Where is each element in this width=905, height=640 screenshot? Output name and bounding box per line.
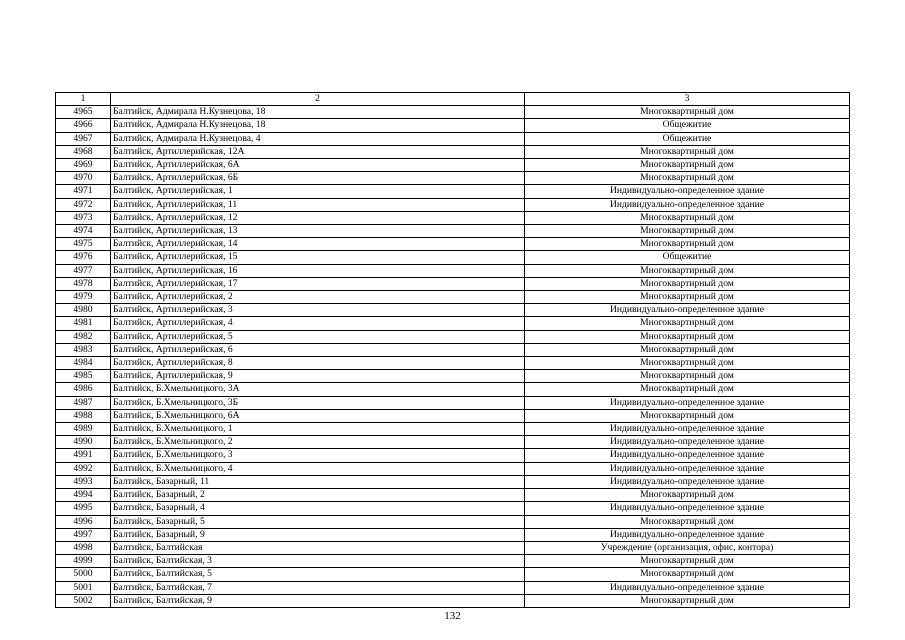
row-number: 4991 bbox=[56, 449, 111, 462]
table-row bbox=[56, 396, 850, 409]
building-type-cell: Многоквартирный дом bbox=[525, 594, 850, 607]
table-row bbox=[56, 317, 850, 330]
address-cell: Балтийск, Адмирала Н.Кузнецова, 18 bbox=[111, 119, 525, 132]
building-type-cell: Общежитие bbox=[525, 132, 850, 145]
row-number: 4990 bbox=[56, 436, 111, 449]
address-cell: Балтийск, Адмирала Н.Кузнецова, 4 bbox=[111, 132, 525, 145]
row-number: 4985 bbox=[56, 370, 111, 383]
row-number: 4973 bbox=[56, 211, 111, 224]
column-header-1: 1 bbox=[56, 93, 111, 106]
row-number: 4974 bbox=[56, 225, 111, 238]
address-cell: Балтийск, Б.Хмельницкого, 3А bbox=[111, 383, 525, 396]
row-number: 4998 bbox=[56, 541, 111, 554]
row-number: 4993 bbox=[56, 475, 111, 488]
address-cell: Балтийск, Артиллерийская, 6А bbox=[111, 159, 525, 172]
building-type-cell: Многоквартирный дом bbox=[525, 277, 850, 290]
row-number: 4971 bbox=[56, 185, 111, 198]
table-row bbox=[56, 383, 850, 396]
page-number: 132 bbox=[444, 610, 461, 622]
table-row bbox=[56, 238, 850, 251]
table-row bbox=[56, 568, 850, 581]
address-cell: Балтийск, Артиллерийская, 5 bbox=[111, 330, 525, 343]
address-cell: Балтийск, Б.Хмельницкого, 1 bbox=[111, 423, 525, 436]
row-number: 5002 bbox=[56, 594, 111, 607]
row-number: 4999 bbox=[56, 555, 111, 568]
building-type-cell: Общежитие bbox=[525, 251, 850, 264]
address-cell: Балтийск, Б.Хмельницкого, 3Б bbox=[111, 396, 525, 409]
table-row bbox=[56, 132, 850, 145]
address-cell: Балтийск, Балтийская bbox=[111, 541, 525, 554]
address-cell: Балтийск, Б.Хмельницкого, 3 bbox=[111, 449, 525, 462]
row-number: 4986 bbox=[56, 383, 111, 396]
address-cell: Балтийск, Артиллерийская, 12 bbox=[111, 211, 525, 224]
building-type-cell: Многоквартирный дом bbox=[525, 383, 850, 396]
table-row bbox=[56, 264, 850, 277]
building-type-cell: Учреждение (организация, офис, контора) bbox=[525, 541, 850, 554]
row-number: 4968 bbox=[56, 145, 111, 158]
row-number: 4987 bbox=[56, 396, 111, 409]
building-type-cell: Многоквартирный дом bbox=[525, 343, 850, 356]
building-type-cell: Индивидуально-определенное здание bbox=[525, 423, 850, 436]
row-number: 4983 bbox=[56, 343, 111, 356]
row-number: 4996 bbox=[56, 515, 111, 528]
address-cell: Балтийск, Балтийская, 7 bbox=[111, 581, 525, 594]
row-number: 4995 bbox=[56, 502, 111, 515]
table-header-row bbox=[56, 93, 850, 106]
address-cell: Балтийск, Б.Хмельницкого, 6А bbox=[111, 409, 525, 422]
table-row bbox=[56, 198, 850, 211]
row-number: 4980 bbox=[56, 304, 111, 317]
address-cell: Балтийск, Артиллерийская, 12А bbox=[111, 145, 525, 158]
row-number: 4977 bbox=[56, 264, 111, 277]
building-type-cell: Индивидуально-определенное здание bbox=[525, 581, 850, 594]
table-row bbox=[56, 119, 850, 132]
table-row bbox=[56, 423, 850, 436]
building-type-cell: Индивидуально-определенное здание bbox=[525, 462, 850, 475]
building-type-cell: Индивидуально-определенное здание bbox=[525, 396, 850, 409]
table-row bbox=[56, 541, 850, 554]
row-number: 5000 bbox=[56, 568, 111, 581]
table-row bbox=[56, 489, 850, 502]
building-type-cell: Индивидуально-определенное здание bbox=[525, 436, 850, 449]
address-cell: Балтийск, Артиллерийская, 2 bbox=[111, 291, 525, 304]
table-row bbox=[56, 225, 850, 238]
address-cell: Балтийск, Артиллерийская, 16 bbox=[111, 264, 525, 277]
building-type-cell: Индивидуально-определенное здание bbox=[525, 449, 850, 462]
building-type-cell: Многоквартирный дом bbox=[525, 555, 850, 568]
table-row bbox=[56, 475, 850, 488]
row-number: 4984 bbox=[56, 357, 111, 370]
row-number: 4979 bbox=[56, 291, 111, 304]
row-number: 4966 bbox=[56, 119, 111, 132]
table-row bbox=[56, 172, 850, 185]
column-header-2: 2 bbox=[111, 93, 525, 106]
address-cell: Балтийск, Артиллерийская, 15 bbox=[111, 251, 525, 264]
row-number: 4978 bbox=[56, 277, 111, 290]
building-type-cell: Индивидуально-определенное здание bbox=[525, 528, 850, 541]
table-row bbox=[56, 515, 850, 528]
table-row bbox=[56, 449, 850, 462]
address-cell: Балтийск, Артиллерийская, 11 bbox=[111, 198, 525, 211]
address-cell: Балтийск, Артиллерийская, 17 bbox=[111, 277, 525, 290]
row-number: 4981 bbox=[56, 317, 111, 330]
table-row bbox=[56, 106, 850, 119]
building-type-cell: Индивидуально-определенное здание bbox=[525, 185, 850, 198]
table-row bbox=[56, 277, 850, 290]
row-number: 4976 bbox=[56, 251, 111, 264]
address-cell: Балтийск, Артиллерийская, 6Б bbox=[111, 172, 525, 185]
building-type-cell: Многоквартирный дом bbox=[525, 489, 850, 502]
row-number: 4992 bbox=[56, 462, 111, 475]
table-row bbox=[56, 370, 850, 383]
building-type-cell: Многоквартирный дом bbox=[525, 357, 850, 370]
table-row bbox=[56, 462, 850, 475]
building-type-cell: Индивидуально-определенное здание bbox=[525, 304, 850, 317]
address-cell: Балтийск, Б.Хмельницкого, 2 bbox=[111, 436, 525, 449]
address-cell: Балтийск, Базарный, 4 bbox=[111, 502, 525, 515]
table-row bbox=[56, 343, 850, 356]
building-type-cell: Индивидуально-определенное здание bbox=[525, 198, 850, 211]
table-row bbox=[56, 291, 850, 304]
address-cell: Балтийск, Артиллерийская, 3 bbox=[111, 304, 525, 317]
row-number: 4970 bbox=[56, 172, 111, 185]
row-number: 4965 bbox=[56, 106, 111, 119]
building-type-cell: Индивидуально-определенное здание bbox=[525, 475, 850, 488]
address-cell: Балтийск, Балтийская, 5 bbox=[111, 568, 525, 581]
building-type-cell: Индивидуально-определенное здание bbox=[525, 502, 850, 515]
table-row bbox=[56, 436, 850, 449]
building-type-cell: Многоквартирный дом bbox=[525, 211, 850, 224]
address-cell: Балтийск, Базарный, 2 bbox=[111, 489, 525, 502]
building-type-cell: Многоквартирный дом bbox=[525, 238, 850, 251]
address-cell: Балтийск, Артиллерийская, 1 bbox=[111, 185, 525, 198]
address-cell: Балтийск, Балтийская, 3 bbox=[111, 555, 525, 568]
table-row bbox=[56, 145, 850, 158]
row-number: 4972 bbox=[56, 198, 111, 211]
building-type-cell: Многоквартирный дом bbox=[525, 225, 850, 238]
building-type-cell: Многоквартирный дом bbox=[525, 317, 850, 330]
table-row bbox=[56, 502, 850, 515]
row-number: 4967 bbox=[56, 132, 111, 145]
building-type-cell: Многоквартирный дом bbox=[525, 330, 850, 343]
table-row bbox=[56, 330, 850, 343]
table-row bbox=[56, 528, 850, 541]
document-table bbox=[55, 92, 850, 608]
table-row bbox=[56, 581, 850, 594]
building-type-cell: Многоквартирный дом bbox=[525, 515, 850, 528]
row-number: 4989 bbox=[56, 423, 111, 436]
building-type-cell: Общежитие bbox=[525, 119, 850, 132]
address-cell: Балтийск, Базарный, 5 bbox=[111, 515, 525, 528]
table-row bbox=[56, 159, 850, 172]
table-row bbox=[56, 555, 850, 568]
table-row bbox=[56, 304, 850, 317]
row-number: 4988 bbox=[56, 409, 111, 422]
building-type-cell: Многоквартирный дом bbox=[525, 291, 850, 304]
address-cell: Балтийск, Артиллерийская, 4 bbox=[111, 317, 525, 330]
building-type-cell: Многоквартирный дом bbox=[525, 145, 850, 158]
row-number: 4997 bbox=[56, 528, 111, 541]
table-row bbox=[56, 409, 850, 422]
address-cell: Балтийск, Балтийская, 9 bbox=[111, 594, 525, 607]
table-row bbox=[56, 251, 850, 264]
row-number: 4975 bbox=[56, 238, 111, 251]
address-cell: Балтийск, Артиллерийская, 13 bbox=[111, 225, 525, 238]
address-cell: Балтийск, Адмирала Н.Кузнецова, 18 bbox=[111, 106, 525, 119]
building-type-cell: Многоквартирный дом bbox=[525, 568, 850, 581]
table-row bbox=[56, 185, 850, 198]
building-type-cell: Многоквартирный дом bbox=[525, 370, 850, 383]
table-row bbox=[56, 594, 850, 607]
address-cell: Балтийск, Артиллерийская, 9 bbox=[111, 370, 525, 383]
column-header-3: 3 bbox=[525, 93, 850, 106]
building-type-cell: Многоквартирный дом bbox=[525, 409, 850, 422]
table-row bbox=[56, 211, 850, 224]
table-body bbox=[56, 106, 850, 608]
address-cell: Балтийск, Артиллерийская, 8 bbox=[111, 357, 525, 370]
building-type-cell: Многоквартирный дом bbox=[525, 264, 850, 277]
row-number: 4982 bbox=[56, 330, 111, 343]
address-cell: Балтийск, Артиллерийская, 6 bbox=[111, 343, 525, 356]
building-type-cell: Многоквартирный дом bbox=[525, 106, 850, 119]
row-number: 4994 bbox=[56, 489, 111, 502]
address-cell: Балтийск, Артиллерийская, 14 bbox=[111, 238, 525, 251]
building-type-cell: Многоквартирный дом bbox=[525, 172, 850, 185]
row-number: 4969 bbox=[56, 159, 111, 172]
row-number: 5001 bbox=[56, 581, 111, 594]
address-cell: Балтийск, Базарный, 11 bbox=[111, 475, 525, 488]
address-cell: Балтийск, Б.Хмельницкого, 4 bbox=[111, 462, 525, 475]
building-type-cell: Многоквартирный дом bbox=[525, 159, 850, 172]
table-row bbox=[56, 357, 850, 370]
address-cell: Балтийск, Базарный, 9 bbox=[111, 528, 525, 541]
